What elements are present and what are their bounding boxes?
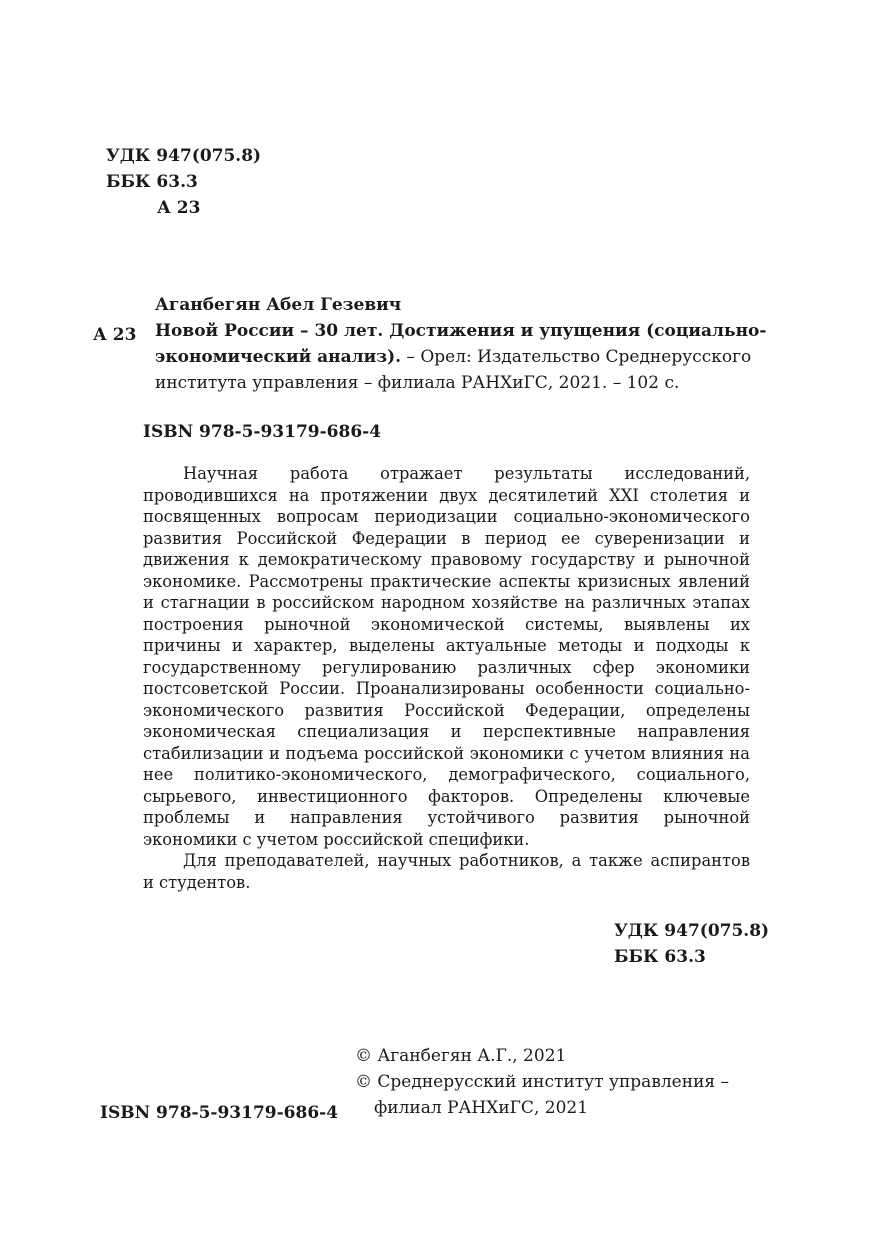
book-title-bold: экономический анализ). xyxy=(155,347,402,367)
copyright-author: © Аганбегян А.Г., 2021 xyxy=(355,1046,567,1066)
copyright-institute-cont: филиал РАНХиГС, 2021 xyxy=(374,1098,589,1118)
udk-code-bottom: УДК 947(075.8) xyxy=(614,921,770,941)
bbk-code-bottom: ББК 63.3 xyxy=(614,947,706,967)
publication-details: института управления – филиала РАНХиГС, 2021. – 102 с. xyxy=(155,373,680,393)
copyright-institute: © Среднерусский институт управления – xyxy=(355,1072,730,1092)
bbk-code: ББК 63.3 xyxy=(106,172,198,192)
isbn-footer: ISBN 978-5-93179-686-4 xyxy=(100,1103,339,1123)
publisher-info: – Орел: Издательство Среднерусского xyxy=(401,347,752,367)
book-title-line-2 xyxy=(155,344,751,370)
author-name: Аганбегян Абел Гезевич xyxy=(155,295,402,315)
abstract xyxy=(143,463,750,893)
book-title-line-1: Новой России – 30 лет. Достижения и упущения (социально- xyxy=(155,321,767,341)
record-cutter-code: А 23 xyxy=(93,325,137,345)
isbn-main: ISBN 978-5-93179-686-4 xyxy=(143,422,382,442)
udk-code: УДК 947(075.8) xyxy=(106,146,262,166)
abstract-paragraph: Научная работа отражает результаты исследований, проводившихся на протяжении двух десятилетий XXI столетия и посвященных вопросам периодизации социально-экономического развития Российской Федерации в период ее суверенизации и движения к демократическому правовому государству и рыночной экономике. Рассмотрены практические аспекты кризисных явлений и стагнации в российском народном хозяйстве на различных этапах построения рыночной экономической системы, выявлены их причины и характер, выделены актуальные методы и подходы к государственному регулированию различных сфер экономики постсоветской России. Проанализированы особенности социально-экономического развития Российской Федерации, определены экономическая специализация и перспективные направления стабилизации и подъема российской экономики с учетом влияния на нее политико-экономического, демографического, социального, сырьевого, инвестиционного факторов. Определены ключевые проблемы и направления устойчивого развития рыночной экономики с учетом российской специфики. xyxy=(143,464,750,849)
cutter-code: А 23 xyxy=(157,198,201,218)
audience-paragraph: Для преподавателей, научных работников, а также аспирантов и студентов. xyxy=(143,851,750,892)
